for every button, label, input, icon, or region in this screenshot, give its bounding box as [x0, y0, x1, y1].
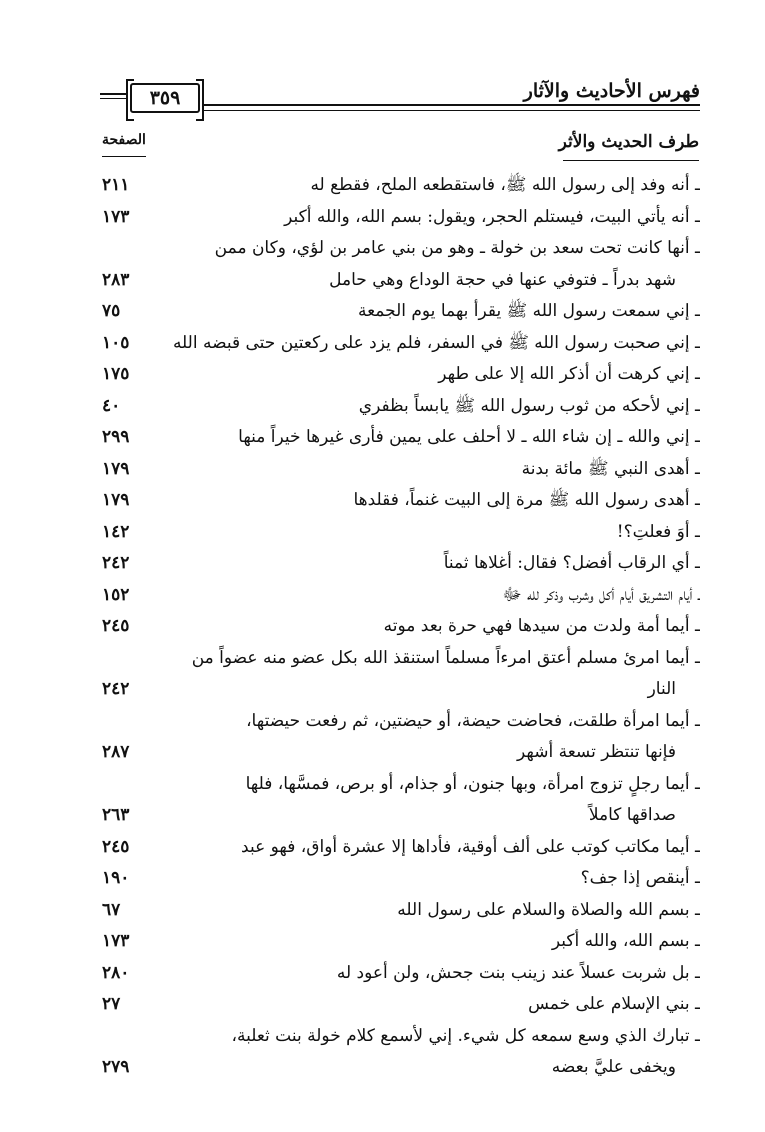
entry-page-number: ٢٦٣ [102, 805, 130, 825]
entry-text: ـ أوَ فعلتِ؟! [616, 521, 700, 542]
index-entry [100, 391, 700, 423]
entry-page-number: ١٤٢ [102, 521, 130, 542]
index-entry [100, 580, 700, 612]
entry-text: ـ أهدى النبي ﷺ مائة بدنة [521, 458, 700, 479]
entry-page-number: ٦٧ [102, 899, 121, 920]
entry-page-number: ٢٩٩ [102, 427, 130, 447]
column-header-underline [563, 160, 699, 161]
entry-page-number: ٧٥ [102, 301, 121, 321]
entry-text-continuation: صداقها كاملاً [588, 805, 676, 825]
entry-page-number: ٢٤٢ [102, 679, 130, 699]
entry-page-number: ٢١١ [102, 175, 130, 195]
entry-text-continuation: النار [647, 679, 676, 699]
index-entry [100, 643, 700, 706]
entry-text: ـ إني كرهت أن أذكر الله إلا على طهر [438, 364, 700, 384]
entry-page-number: ١٧٥ [102, 364, 130, 384]
index-entry [100, 895, 700, 927]
entry-text-continuation: شهد بدراً ـ فتوفي عنها في حجة الوداع وهي حامل [329, 269, 676, 290]
index-entry [100, 454, 700, 486]
index-entry [100, 422, 700, 454]
entry-page-number: ٢٨٣ [102, 269, 130, 290]
entry-text: ـ بسم الله والصلاة والسلام على رسول الله [397, 899, 700, 920]
header-dash [100, 93, 126, 95]
entry-page-number: ١٧٣ [102, 206, 130, 227]
entry-page-number: ٢٤٢ [102, 553, 130, 573]
entry-text: ـ أيما امرئ مسلم أعتق امرءاً مسلماً استنقذ الله بكل عضو منه عضواً من [191, 647, 700, 668]
header-dash [100, 98, 126, 99]
header-rule [204, 110, 700, 111]
index-entry [100, 202, 700, 234]
index-entry [100, 296, 700, 328]
index-entry [100, 926, 700, 958]
index-entry [100, 517, 700, 549]
column-header-hadith: طرف الحديث والأثر [558, 132, 699, 152]
index-entry [100, 1021, 700, 1084]
entry-page-number: ٢٨٠ [102, 962, 130, 983]
entry-text: ـ أيما مكاتب كوتب على ألف أوقية، فأداها إلا عشرة أواق، فهو عبد [241, 836, 700, 857]
entry-page-number: ٤٠ [102, 395, 121, 416]
column-header-page: الصفحة [102, 132, 146, 148]
entry-text: ـ أنها كانت تحت سعد بن خولة ـ وهو من بني عامر بن لؤي، وكان ممن [214, 238, 700, 258]
index-entries [100, 170, 700, 1084]
column-header-underline [102, 156, 146, 157]
entry-page-number: ١٩٠ [102, 868, 130, 888]
entry-page-number: ٢٤٥ [102, 836, 130, 857]
entry-text: ـ أيما أمة ولدت من سيدها فهي حرة بعد موته [383, 616, 700, 636]
entry-page-number: ١٧٩ [102, 458, 130, 479]
entry-text: ـ إني صحبت رسول الله ﷺ في السفر، فلم يزد على ركعتين حتى قبضه الله [172, 332, 700, 353]
header-rule [204, 104, 700, 106]
entry-text-continuation: ويخفى عليَّ بعضه [551, 1057, 676, 1077]
entry-text: ـ أيام التشريق أيام أكل وشرب وذكر لله ﷻ [502, 584, 700, 605]
index-entry [100, 958, 700, 990]
entry-page-number: ٢٧٩ [102, 1057, 130, 1077]
index-entry [100, 989, 700, 1021]
entry-page-number: ١٥٢ [102, 584, 130, 605]
entry-text: ـ أهدى رسول الله ﷺ مرة إلى البيت غنماً، فقلدها [353, 490, 700, 510]
index-entry [100, 832, 700, 864]
index-entry [100, 706, 700, 769]
page-number: ٣٥٩ [130, 83, 200, 113]
entry-page-number: ٢٤٥ [102, 616, 130, 636]
entry-text: ـ أنه وفد إلى رسول الله ﷺ، فاستقطعه الملح، فقطع له [310, 175, 700, 195]
index-entry [100, 548, 700, 580]
entry-text: ـ بني الإسلام على خمس [528, 994, 700, 1014]
index-entry [100, 170, 700, 202]
entry-text: ـ تبارك الذي وسع سمعه كل شيء. إني لأسمع كلام خولة بنت ثعلبة، [231, 1025, 700, 1046]
entry-text: ـ بل شربت عسلاً عند زينب بنت جحش، ولن أعود له [336, 962, 700, 983]
entry-text: ـ أنه يأتي البيت، فيستلم الحجر، ويقول: بسم الله، والله أكبر [284, 206, 700, 227]
entry-page-number: ١٠٥ [102, 332, 130, 353]
index-entry [100, 863, 700, 895]
index-entry [100, 328, 700, 360]
entry-text: ـ أي الرقاب أفضل؟ فقال: أغلاها ثمناً [443, 553, 700, 573]
entry-text: ـ أينقص إذا جف؟ [580, 868, 700, 888]
entry-text: ـ أيما امرأة طلقت، فحاضت حيضة، أو حيضتين، ثم رفعت حيضتها، [246, 710, 700, 731]
index-entry [100, 485, 700, 517]
index-entry [100, 233, 700, 296]
entry-page-number: ١٧٩ [102, 490, 130, 510]
entry-text: ـ إني لأحكه من ثوب رسول الله ﷺ يابساً بظفري [358, 395, 700, 416]
index-entry [100, 611, 700, 643]
index-entry [100, 359, 700, 391]
entry-text-continuation: فإنها تنتظر تسعة أشهر [517, 742, 676, 762]
entry-text: ـ أيما رجلٍ تزوج امرأة، وبها جنون، أو جذام، أو برص، فمسَّها، فلها [245, 773, 700, 794]
entry-page-number: ٢٧ [102, 994, 121, 1014]
entry-text: ـ بسم الله، والله أكبر [551, 931, 700, 951]
entry-page-number: ١٧٣ [102, 931, 130, 951]
entry-text: ـ إني سمعت رسول الله ﷺ يقرأ بهما يوم الجمعة [357, 301, 700, 321]
running-header [100, 80, 700, 116]
index-entry [100, 769, 700, 832]
page-title: فهرس الأحاديث والآثار [523, 80, 700, 102]
entry-text: ـ إني والله ـ إن شاء الله ـ لا أحلف على يمين فأرى غيرها خيراً منها [238, 427, 700, 447]
entry-page-number: ٢٨٧ [102, 742, 130, 762]
